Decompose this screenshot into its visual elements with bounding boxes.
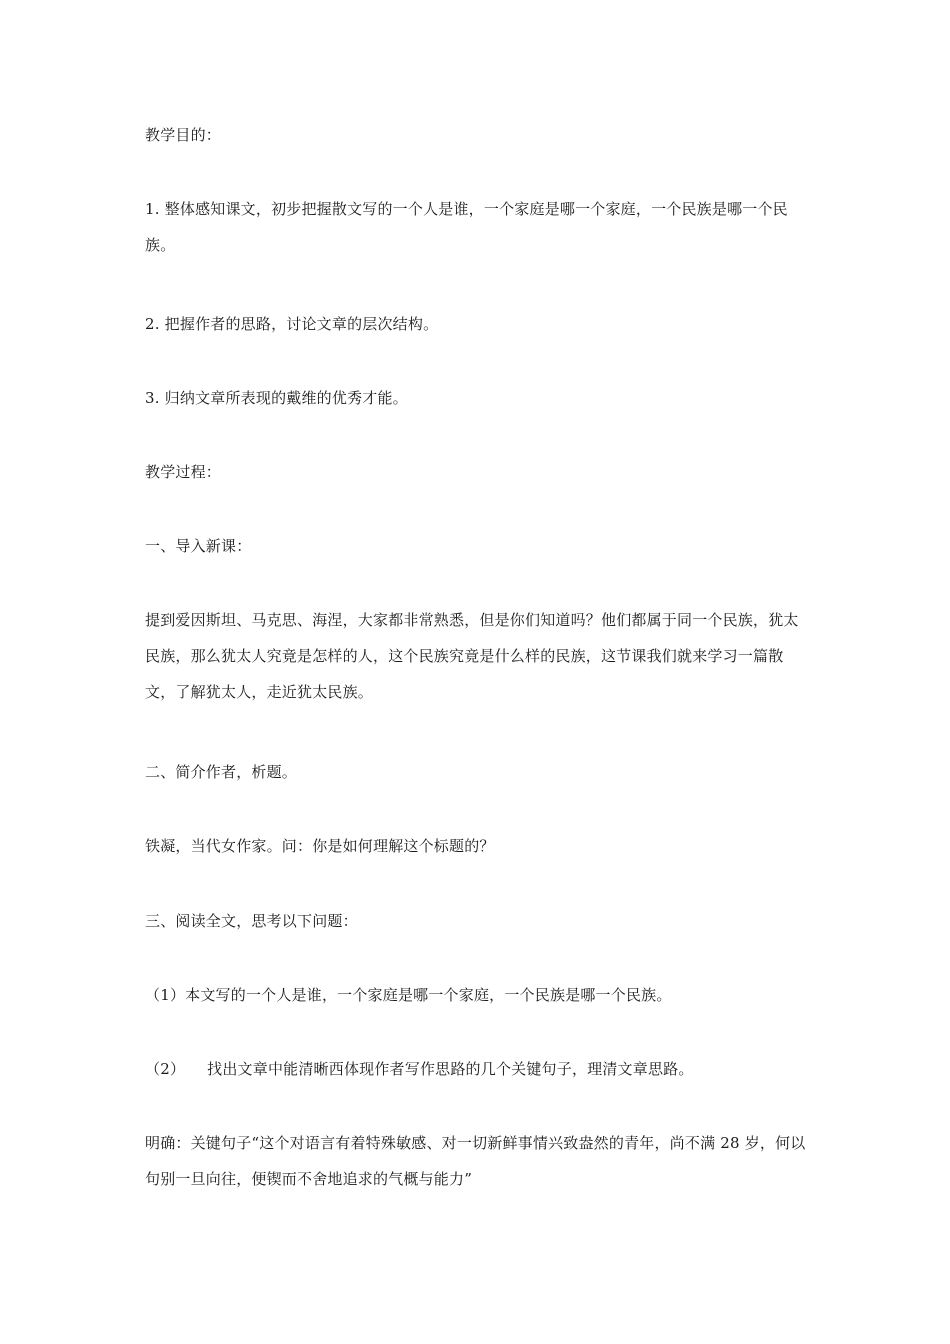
question-2	[145, 1051, 807, 1087]
objectives-heading: 教学目的：	[145, 126, 222, 144]
answer-paragraph: 明确：关键句子“这个对语言有着特殊敏感、对一切新鲜事情兴致盎然的青年，尚不满 28 岁，何以句别一旦向往，便锲而不舍地追求的气概与能力”	[145, 1134, 806, 1188]
objective-item-2: 2. 把握作者的思路，讨论文章的层次结构。	[145, 315, 439, 333]
section3-heading: 三、阅读全文，思考以下问题：	[145, 912, 358, 930]
process-heading: 教学过程：	[145, 463, 222, 481]
question-2-text: 找出文章中能清晰西体现作者写作思路的几个关键句子，理清文章思路。	[207, 1060, 694, 1078]
question-1: （1）本文写的一个人是谁，一个家庭是哪一个家庭，一个民族是哪一个民族。	[145, 986, 672, 1004]
section2-heading: 二、简介作者，析题。	[145, 763, 298, 781]
question-2-number: （2）	[145, 1060, 186, 1078]
section1-paragraph: 提到爱因斯坦、马克思、海涅，大家都非常熟悉，但是你们知道吗？他们都属于同一个民族，犹太民族，那么犹太人究竟是怎样的人，这个民族究竟是什么样的民族，这节课我们就来学习一篇散文，了解犹太人，走近犹太民族。	[145, 611, 799, 701]
objective-item-3: 3. 归纳文章所表现的戴维的优秀才能。	[145, 389, 408, 407]
objective-item-1: 1. 整体感知课文，初步把握散文写的一个人是谁，一个家庭是哪一个家庭，一个民族是哪一个民族。	[145, 200, 788, 254]
section2-paragraph: 铁凝，当代女作家。问：你是如何理解这个标题的？	[145, 837, 495, 855]
section1-heading: 一、导入新课：	[145, 537, 252, 555]
